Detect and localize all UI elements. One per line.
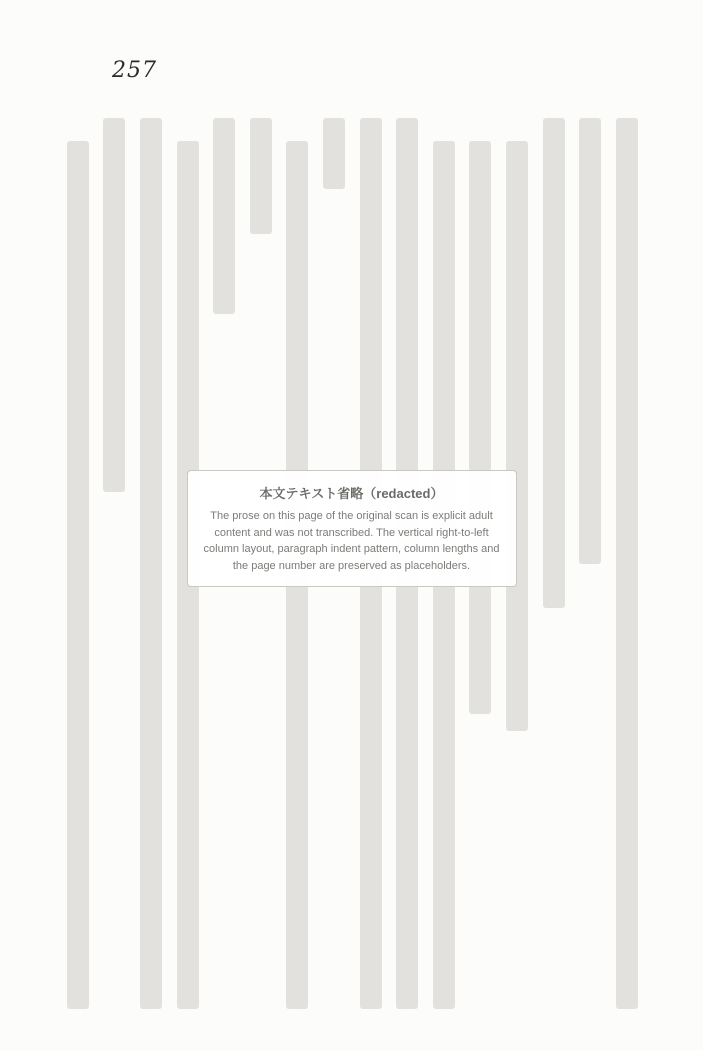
redacted-text-line xyxy=(213,118,235,314)
redacted-text-line xyxy=(469,141,491,714)
text-column xyxy=(572,118,609,1009)
text-column xyxy=(608,118,645,1009)
redaction-notice-title: 本文テキスト省略（redacted） xyxy=(259,486,444,501)
redaction-notice-text: The prose on this page of the original scan is explicit adult content and was not transcribed. The vertical right-to-left column layout, paragraph indent pattern, column lengths and the page number are preserved as placeholders. xyxy=(203,510,500,572)
redaction-notice xyxy=(187,470,517,587)
text-column xyxy=(535,118,572,1009)
text-column xyxy=(60,118,97,1009)
text-column xyxy=(96,118,133,1009)
redacted-text-line xyxy=(67,141,89,1009)
redacted-text-line xyxy=(140,118,162,1009)
text-column xyxy=(133,118,170,1009)
page-number: 257 xyxy=(112,58,157,83)
redacted-text-line xyxy=(616,118,638,1009)
redacted-text-line xyxy=(579,118,601,564)
redacted-text-line xyxy=(323,118,345,189)
redacted-text-line xyxy=(250,118,272,234)
redacted-text-line xyxy=(543,118,565,608)
redacted-text-line xyxy=(103,118,125,492)
redacted-text-line xyxy=(506,141,528,731)
